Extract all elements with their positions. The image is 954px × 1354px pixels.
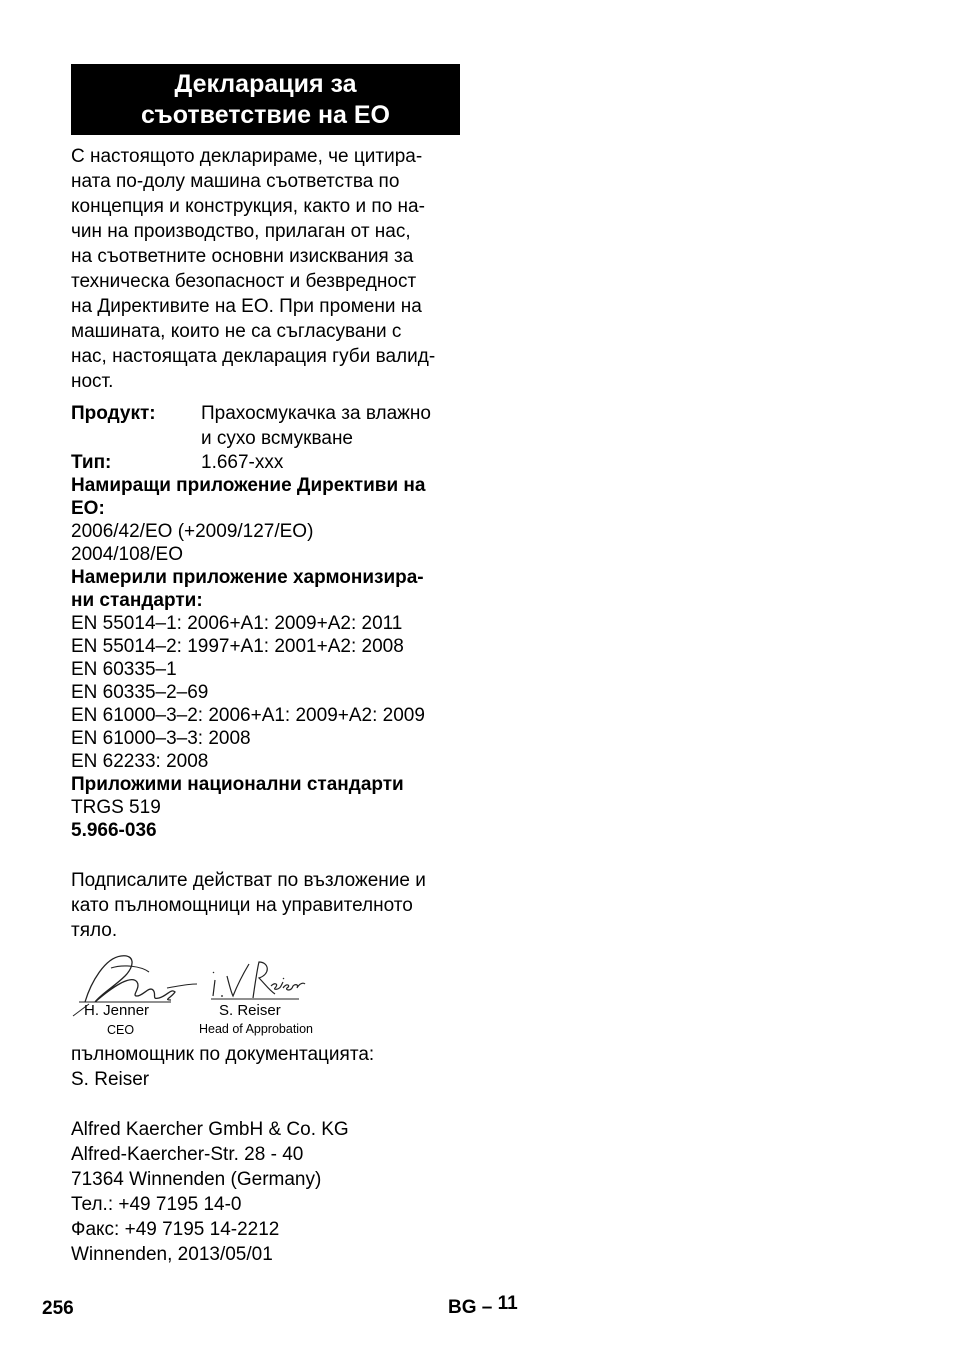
directives-heading: Намиращи приложение Директиви на — [71, 475, 426, 496]
intro-line: на Директивите на ЕО. При промени на — [71, 296, 422, 317]
language-code: BG — [448, 1297, 477, 1318]
intro-line: нас, настоящата декларация губи валид- — [71, 346, 436, 367]
standard-item: EN 61000–3–3: 2008 — [71, 728, 251, 749]
intro-line: на съответните основни изисквания за — [71, 246, 414, 267]
standard-item: EN 55014–1: 2006+A1: 2009+A2: 2011 — [71, 613, 403, 634]
address-line: Тел.: +49 7195 14-0 — [71, 1194, 242, 1215]
standards-heading: Намерили приложение хармонизира- — [71, 567, 424, 588]
address-line: Факс: +49 7195 14-2212 — [71, 1219, 280, 1240]
signatory-name: H. Jenner — [84, 1002, 150, 1019]
signatories-line: като пълномощници на управителното — [71, 895, 413, 916]
address-line: 71364 Winnenden (Germany) — [71, 1169, 322, 1190]
type-value: 1.667-xxx — [201, 452, 284, 473]
representative-label: пълномощник по документацията: — [71, 1044, 375, 1065]
signature-reiser-icon — [209, 958, 309, 1008]
national-standard-item: TRGS 519 — [71, 797, 161, 818]
address-line: Alfred-Kaercher-Str. 28 - 40 — [71, 1144, 304, 1165]
spec-block — [71, 401, 466, 842]
type-label: Тип: — [71, 452, 112, 473]
directives-heading: ЕО: — [71, 498, 105, 519]
intro-line: концепция и конструкция, както и по на- — [71, 196, 425, 217]
intro-line: ната по-долу машина съответства по — [71, 171, 400, 192]
signatory-name: S. Reiser — [219, 1002, 281, 1019]
standard-item: EN 61000–3–2: 2006+A1: 2009+A2: 2009 — [71, 705, 425, 726]
intro-line: машината, които не са съгласувани с — [71, 321, 402, 342]
documentation-representative — [71, 1042, 471, 1092]
intro-line: С настоящото декларираме, че цитира- — [71, 146, 423, 167]
intro-line: ност. — [71, 371, 114, 392]
declaration-title — [71, 64, 460, 135]
signatory-role: CEO — [107, 1023, 135, 1037]
signatories-line: Подписалите действат по възложение и — [71, 870, 426, 891]
intro-paragraph — [71, 144, 466, 394]
signatories-line: тяло. — [71, 920, 118, 941]
product-value-line: Прахосмукачка за влажно — [201, 403, 431, 424]
product-row — [71, 401, 466, 451]
type-row — [71, 451, 466, 474]
product-value — [201, 401, 466, 451]
language-separator: – — [481, 1297, 498, 1318]
standard-item: EN 60335–1 — [71, 659, 177, 680]
document-number: 5.966-036 — [71, 820, 157, 841]
intro-line: техническа безопасност и безвредност — [71, 271, 417, 292]
standard-item: EN 60335–2–69 — [71, 682, 209, 703]
standard-item: EN 55014–2: 1997+A1: 2001+A2: 2008 — [71, 636, 404, 657]
signature-block — [71, 952, 351, 1040]
address-line: Winnenden, 2013/05/01 — [71, 1244, 273, 1265]
directive-item: 2004/108/EO — [71, 544, 183, 565]
representative-name: S. Reiser — [71, 1069, 150, 1090]
page-number: 256 — [42, 1298, 74, 1319]
language-page-number: 11 — [497, 1293, 518, 1314]
title-line-1: Декларация за — [174, 69, 357, 98]
national-standards-heading: Приложими национални стандарти — [71, 774, 404, 795]
product-label: Продукт: — [71, 403, 156, 424]
standards-heading: ни стандарти: — [71, 590, 203, 611]
standard-item: EN 62233: 2008 — [71, 751, 209, 772]
signatory-role: Head of Approbation — [199, 1022, 313, 1036]
language-page-label — [448, 1293, 518, 1319]
company-address — [71, 1117, 471, 1267]
address-line: Alfred Kaercher GmbH & Co. KG — [71, 1119, 349, 1140]
directive-item: 2006/42/EO (+2009/127/EO) — [71, 521, 314, 542]
title-line-2: съответствие на ЕО — [140, 100, 391, 129]
product-value-line: и сухо всмукване — [201, 428, 353, 449]
signatories-paragraph — [71, 868, 471, 943]
intro-line: чин на производство, прилаган от нас, — [71, 221, 411, 242]
